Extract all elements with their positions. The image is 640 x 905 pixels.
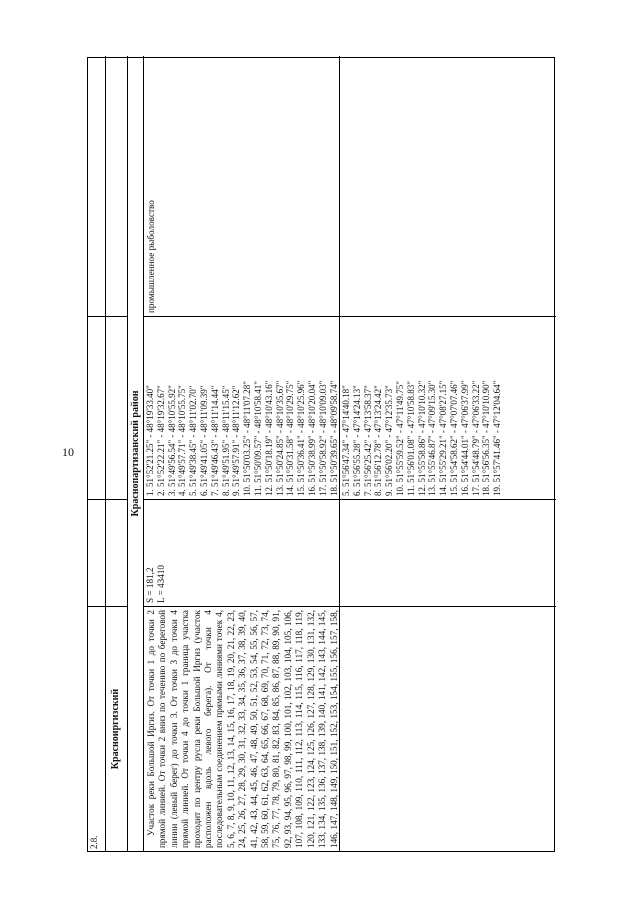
usage-type: промышленное рыболовство — [146, 200, 156, 313]
empty-cell — [88, 316, 106, 499]
coordinate-line: 4. 51°49'57.71" - 48°10'55.75" — [177, 385, 188, 496]
empty-cell — [340, 56, 556, 316]
coordinate-line: 1. 51°52'21.25" - 48°19'33.40" — [145, 385, 155, 496]
coordinate-line: 6. 51°49'41.05" - 48°11'09.39" — [198, 385, 209, 496]
coordinate-line: 9. 51°49'57.91" - 48°11'12.62" — [231, 385, 242, 496]
coordinates-cell-2-8 — [144, 316, 340, 499]
coordinate-line: 18. 51°50'39.65" - 48°09'58.74" — [328, 380, 339, 496]
empty-cell — [340, 606, 556, 851]
coordinate-line: 17. 51°54'48.79" - 47°06'33.22" — [470, 380, 481, 496]
boundary-description-cell — [144, 606, 340, 851]
coordinate-line: 19. 51°57'41.46" - 47°12'04.64" — [492, 380, 503, 496]
section-title: Красноиргизский — [106, 606, 128, 851]
coordinate-line: 9. 51°56'02.20" - 47°12'35.73" — [384, 385, 395, 496]
coordinate-line: 11. 51°56'01.08" - 47°10'58.83" — [405, 381, 416, 496]
measurements-cell — [144, 499, 340, 606]
empty-cell — [106, 499, 128, 606]
coordinate-line: 10. 51°50'03.25" - 48°11'07.28" — [242, 381, 253, 496]
empty-cell — [88, 56, 106, 316]
coordinate-line: 12. 51°50'18.19" - 48°10'43.16" — [263, 380, 274, 496]
coordinate-line: 16. 51°54'44.01" - 47°06'37.99" — [459, 380, 470, 496]
coordinate-line: 8. 51°49'51.95" - 48°11'15.45" — [220, 385, 231, 496]
coordinate-line: 12. 51°55'58.86" - 47°10'10.32" — [416, 380, 427, 496]
coordinate-line: 14. 51°50'31.58" - 48°10'29.75" — [285, 380, 296, 496]
boundary-description: Участок реки Большой Иргиз. От точки 1 до точки 2 прямой линией. От точки 2 вниз по течению по береговой линии (левый берег) до точки 3. От точки 3 до точки 4 прямой линией. От точки 4 до точки 1 граница участка проходит по центру русла реки Большой Иргиз (участок расположен вдоль левого берега). От точки 4 последовательным соединением прямыми линиями точек 4, 5, 6, 7, 8, 9, 10, 11, 12, 13, 14, 15, 16, 17, 18, 19, 20, 21, 22, 23, 24, 25, 26, 27, 28, 29, 30, 31, 32, 33, 34, 35, 36, 37, 38, 39, 40, 41, 42, 43, 44, 45, 46, 47, 48, 49, 50, 51, 52, 53, 54, 55, 56, 57, 58, 59, 60, 61, 62, 63, 64, 65, 66, 67, 68, 69, 70, 71, 72, 73, 74, 75, 76, 77, 78, 79, 80, 81, 82, 83, 84, 85, 86, 87, 88, 89, 90, 91, 92, 93, 94, 95, 96, 97, 98, 99, 100, 101, 102, 103, 104, 105, 106, 107, 108, 109, 110, 111, 112, 113, 114, 115, 116, 117, 118, 119, 120, 121, 122, 123, 124, 125, 126, 127, 128, 129, 130, 131, 132, 133, 134, 135, 136, 137, 138, 139, 140, 141, 142, 143, 144, 145, 146, 147, 148, 149, 150, 151, 152, 153, 154, 155, 156, 157, 158, — [146, 610, 339, 848]
area-value: S = 181,2 — [145, 567, 155, 603]
coordinate-line: 13. 51°50'24.85" - 48°10'35.67" — [274, 380, 285, 496]
coordinate-line: 18. 51°56'56.35" - 47°10'10.90" — [481, 380, 492, 496]
coordinate-line: 6. 51°56'55.28" - 47°14'24.13" — [351, 385, 362, 496]
coordinate-line: 15. 51°50'36.41" - 48°10'25.96" — [296, 380, 307, 496]
coordinate-line: 8. 51°56'12.78" - 47°13'24.42" — [373, 385, 384, 496]
coordinate-line: 10. 51°55'59.52" - 47°11'49.75" — [394, 381, 405, 496]
coordinate-line: 17. 51°50'58.92" - 48°10'09.03" — [317, 380, 328, 496]
rotated-table-container — [87, 57, 555, 852]
coordinates-cell-prev — [340, 316, 556, 499]
empty-cell — [106, 56, 128, 316]
coordinate-line: 5. 51°56'47.34" - 47°14'40.18" — [341, 385, 351, 496]
length-value: L = 43410 — [156, 564, 167, 603]
coordinate-line: 13. 51°55'46.87" - 47°09'15.30" — [427, 380, 438, 496]
territory-table — [87, 57, 555, 852]
coordinate-line: 7. 51°49'46.43" - 48°11'14.44" — [209, 385, 220, 496]
coordinate-line: 2. 51°52'22.21" - 48°19'32.67" — [155, 385, 166, 496]
coordinate-line: 7. 51°56'25.42" - 47°13'58.37" — [362, 385, 373, 496]
coordinate-line: 15. 51°54'58.62" - 47°07'07.46" — [448, 380, 459, 496]
empty-cell — [88, 499, 106, 606]
coordinate-line: 5. 51°49'38.45" - 48°11'02.70" — [188, 385, 199, 496]
empty-cell — [106, 316, 128, 499]
coordinate-line: 14. 51°55'29.21" - 47°08'27.15" — [438, 380, 449, 496]
row-number: 2.8. — [89, 835, 99, 849]
coordinate-line: 3. 51°49'56.54" - 48°10'55.92" — [166, 385, 177, 496]
empty-cell — [340, 499, 556, 606]
page-number: 10 — [62, 445, 74, 459]
coordinate-line: 11. 51°50'09.57" - 48°10'58.41" — [252, 381, 263, 496]
row-number-cell — [88, 606, 106, 851]
district-header: Краснопартизанский район — [128, 56, 144, 851]
usage-type-cell — [144, 56, 340, 316]
coordinate-line: 16. 51°50'38.99" - 48°10'20.04" — [306, 380, 317, 496]
